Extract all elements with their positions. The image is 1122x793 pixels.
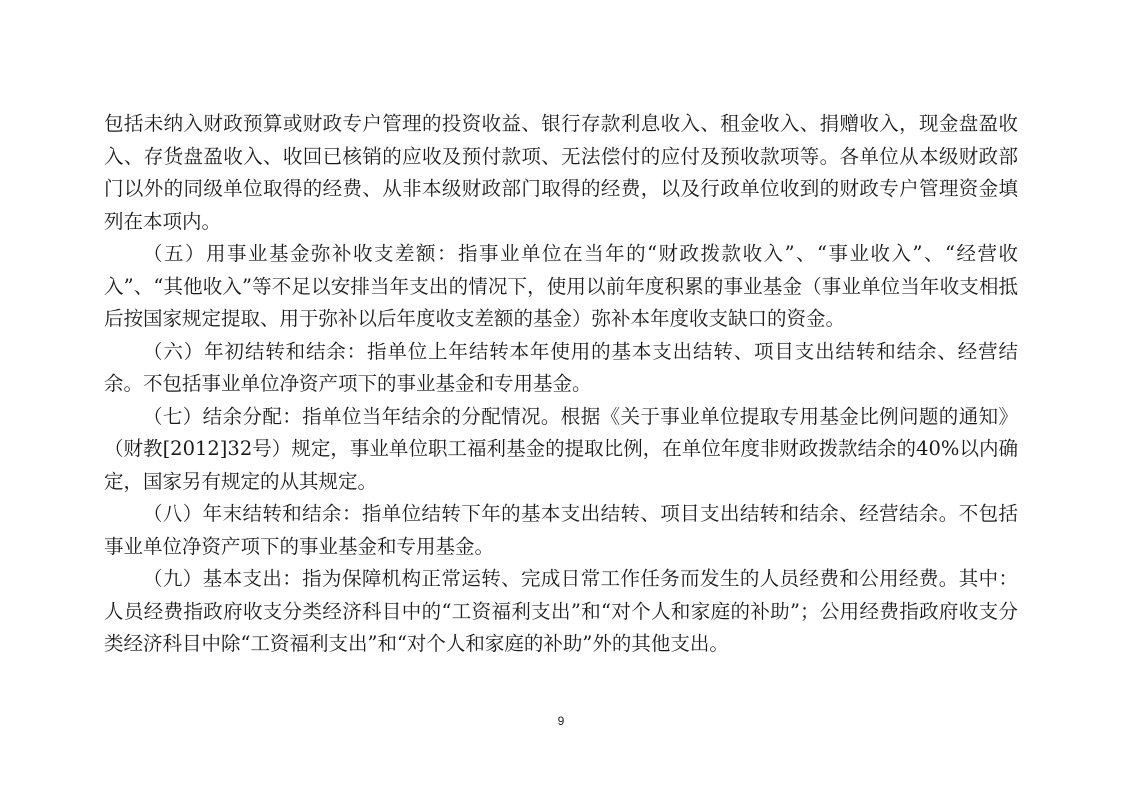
- paragraph-item-7: （七）结余分配：指单位当年结余的分配情况。根据《关于事业单位提取专用基金比例问题的通知》（财教[2012]32号）规定，事业单位职工福利基金的提取比例，在单位年度非财政拨款结余的40%以内确定，国家另有规定的从其规定。: [104, 404, 1018, 493]
- paragraph-continuation: 包括未纳入财政预算或财政专户管理的投资收益、银行存款利息收入、租金收入、捐赠收入，现金盘盈收入、存货盘盈收入、收回已核销的应收及预付款项、无法偿付的应付及预收款项等。各单位从本级财政部门以外的同级单位取得的经费、从非本级财政部门取得的经费，以及行政单位收到的财政专户管理资金填列在本项内。: [104, 112, 1018, 233]
- paragraph-item-9: （九）基本支出：指为保障机构正常运转、完成日常工作任务而发生的人员经费和公用经费。其中：人员经费指政府收支分类经济科目中的“工资福利支出”和“对个人和家庭的补助”；公用经费指政府收支分类经济科目中除“工资福利支出”和“对个人和家庭的补助”外的其他支出。: [104, 567, 1018, 655]
- paragraph-item-5: （五）用事业基金弥补收支差额：指事业单位在当年的“财政拨款收入”、“事业收入”、“经营收入”、“其他收入”等不足以安排当年支出的情况下，使用以前年度积累的事业基金（事业单位当年收支相抵后按国家规定提取、用于弥补以后年度收支差额的基金）弥补本年度收支缺口的资金。: [104, 242, 1018, 330]
- document-body: [104, 108, 1018, 661]
- paragraph-item-8: （八）年末结转和结余：指单位结转下年的基本支出结转、项目支出结转和结余、经营结余。不包括事业单位净资产项下的事业基金和专用基金。: [104, 502, 1018, 558]
- page-number: 9: [557, 714, 565, 728]
- paragraph-item-6: （六）年初结转和结余：指单位上年结转本年使用的基本支出结转、项目支出结转和结余、经营结余。不包括事业单位净资产项下的事业基金和专用基金。: [104, 339, 1018, 395]
